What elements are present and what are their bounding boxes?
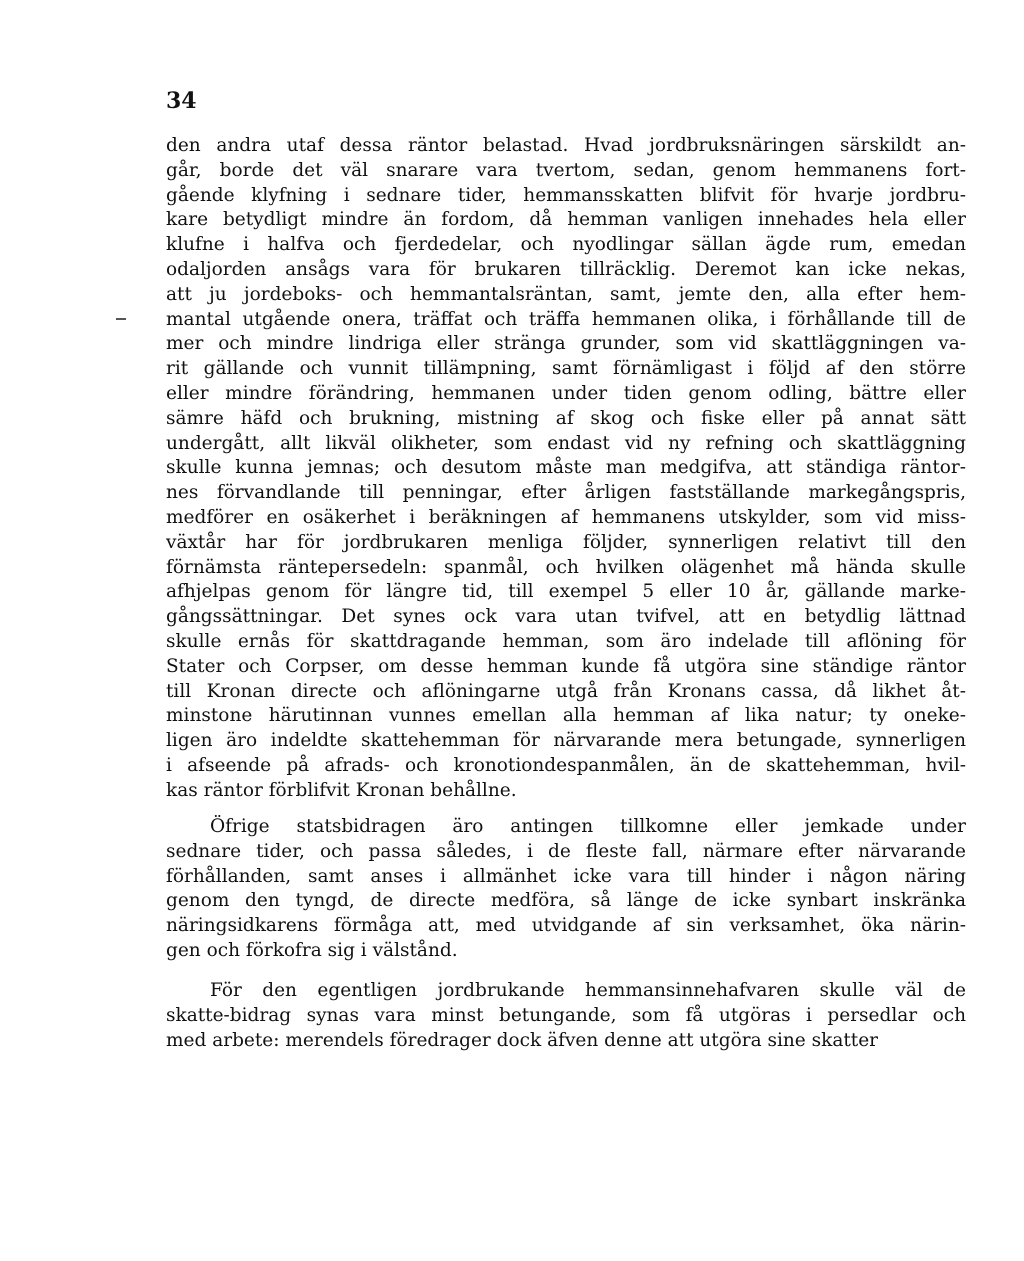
text-line: gen och förkofra sig i välstånd. [166, 939, 458, 961]
text-line: den andra utaf dessa räntor belastad. Hvad jordbruksnäringen särskildt an- [166, 135, 966, 156]
text-line: odaljorden ansågs vara för brukaren tillräcklig. Deremot kan icke nekas, [166, 258, 966, 280]
text-line: medförer en osäkerhet i beräkningen af hemmanens utskylder, som vid miss- [166, 506, 966, 528]
text-line: gående klyfning i sednare tider, hemmansskatten blifvit för hvarje jordbru- [166, 184, 966, 206]
text-line: För den egentligen jordbrukande hemmansinnehafvaren skulle väl de [210, 980, 966, 1001]
text-line: till Kronan directe och aflöningarne utgå från Kronans cassa, då likhet åt- [166, 680, 966, 702]
text-line: mer och mindre lindriga eller stränga grunder, som vid skattläggningen va- [166, 333, 966, 355]
text-line: kas räntor förblifvit Kronan behållne. [166, 779, 517, 801]
text-line: mantal utgående onera, träffat och träffa hemmanen olika, i förhållande till de [166, 308, 966, 330]
text-line: går, borde det väl snarare vara tvertom, sedan, genom hemmanens fort- [166, 159, 966, 181]
text-line: förnämsta räntepersedeln: spanmål, och hvilken olägenhet må hända skulle [166, 556, 966, 578]
paragraph-3 [166, 979, 966, 1053]
text-line: sednare tider, och passa således, i de fleste fall, närmare efter närvarande [166, 840, 966, 862]
text-line: afhjelpas genom för längre tid, till exempel 5 eller 10 år, gällande marke- [166, 581, 966, 603]
text-line: i afseende på afrads- och kronotiondespanmålen, än de skattehemman, hvil- [166, 754, 966, 776]
paragraph-1 [166, 134, 966, 804]
text-line: skulle ernås för skattdragande hemman, som äro indelade till aflöning för [166, 630, 966, 652]
text-line: genom den tyngd, de directe medföra, så länge de icke synbart inskränka [166, 890, 966, 912]
text-line: näringsidkarens förmåga att, med utvidgande af sin verksamhet, öka närin- [166, 915, 966, 937]
text-line: kare betydligt mindre än fordom, då hemman vanligen innehades hela eller [166, 209, 966, 231]
text-line: eller mindre förändring, hemmanen under tiden genom odling, bättre eller [166, 382, 966, 404]
text-line: Öfrige statsbidragen äro antingen tillkomne eller jemkade under [210, 816, 966, 837]
text-line: växtår har för jordbrukaren menliga följder, synnerligen relativt till den [166, 531, 966, 553]
text-line: klufne i halfva och fjerdedelar, och nyodlingar sällan ägde rum, emedan [166, 234, 966, 256]
text-line: Stater och Corpser, om desse hemman kunde få utgöra sine ständige räntor [166, 655, 966, 677]
margin-mark [116, 318, 126, 320]
paragraph-2 [166, 815, 966, 964]
text-line: rit gällande och vunnit tillämpning, samt förnämligast i följd af den större [166, 358, 966, 380]
text-line: att ju jordeboks- och hemmantalsräntan, samt, jemte den, alla efter hem- [166, 283, 966, 305]
text-line: gångssättningar. Det synes ock vara utan tvifvel, att en betydlig lättnad [166, 606, 966, 628]
text-line: minstone härutinnan vunnes emellan alla hemman af lika natur; ty oneke- [166, 705, 966, 727]
text-line: undergått, allt likväl olikheter, som endast vid ny refning och skattläggning [166, 432, 966, 454]
text-line: sämre häfd och brukning, mistning af skog och fiske eller på annat sätt [166, 407, 966, 429]
page-number: 34 [166, 88, 197, 114]
text-line: nes förvandlande till penningar, efter årligen fastställande markegångspris, [166, 482, 966, 504]
text-line: förhållanden, samt anses i allmänhet icke vara till hinder i någon näring [166, 865, 966, 887]
text-line: ligen äro indeldte skattehemman för närvarande mera betungade, synnerligen [166, 730, 966, 752]
text-line: med arbete: merendels föredrager dock äfven denne att utgöra sine skatter [166, 1029, 879, 1051]
text-line: skulle kunna jemnas; och desutom måste man medgifva, att ständiga räntor- [166, 457, 966, 479]
text-line: skatte-bidrag synas vara minst betungande, som få utgöras i persedlar och [166, 1004, 966, 1026]
